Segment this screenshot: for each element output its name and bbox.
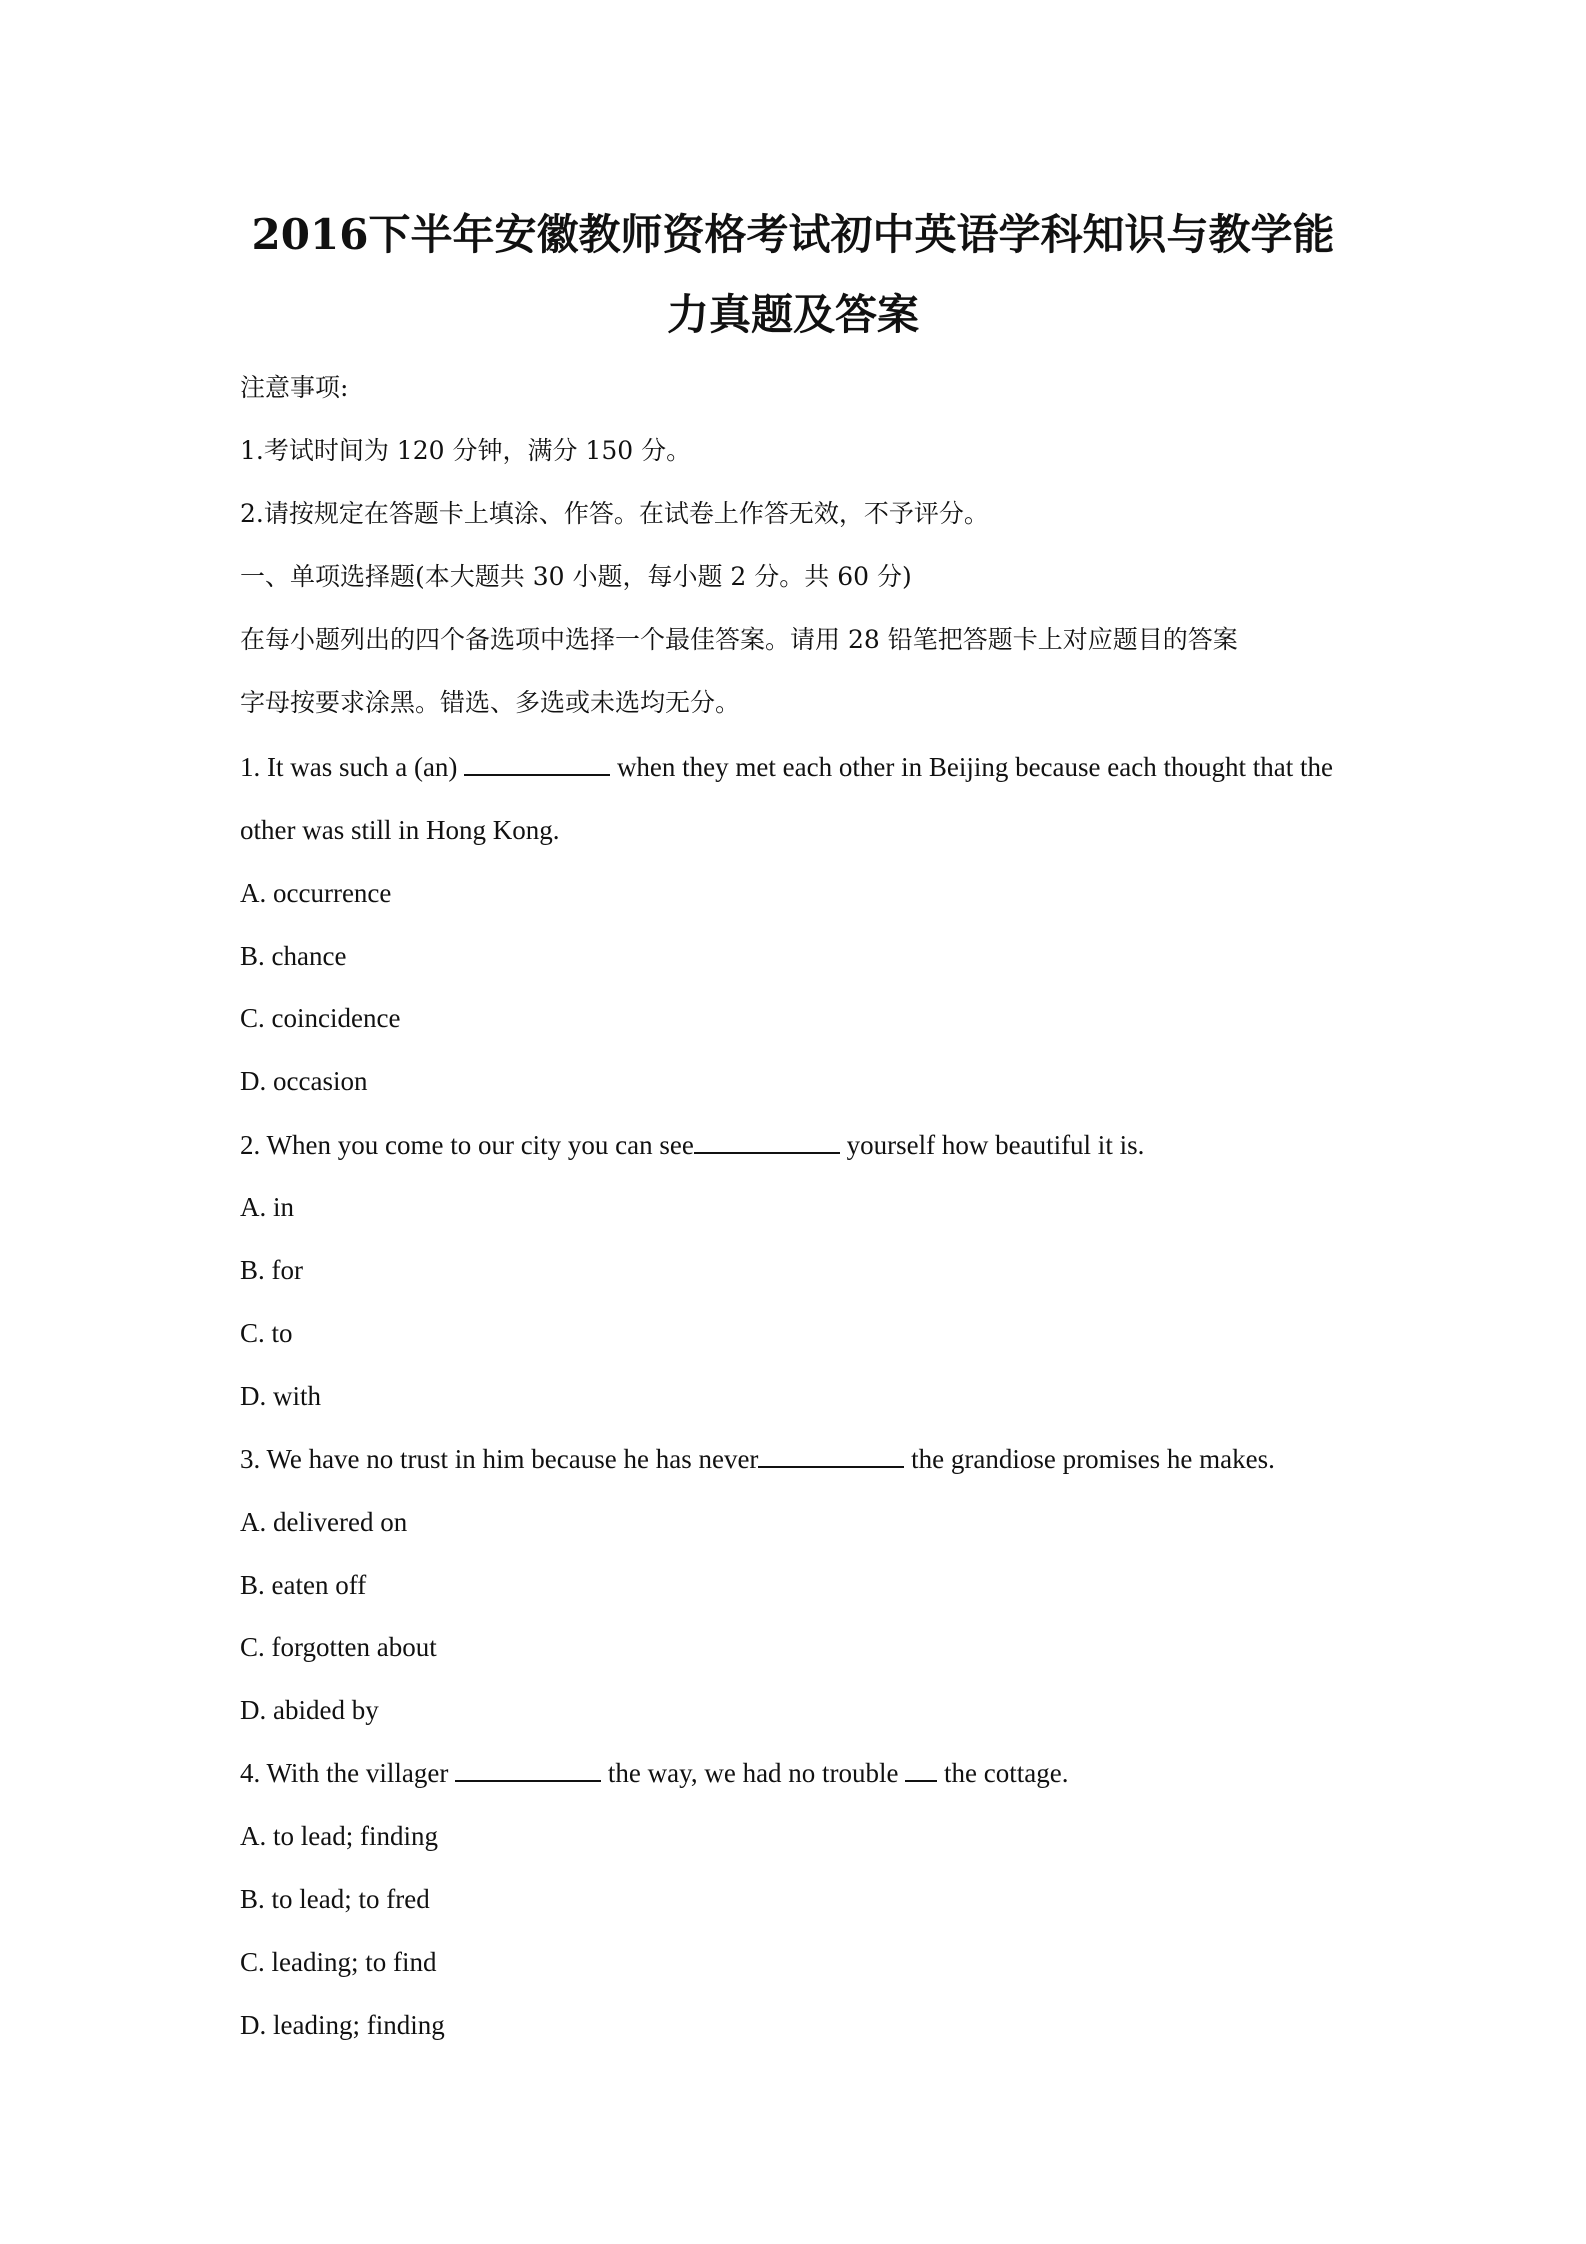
notice-item-1: 1.考试时间为 120 分钟，满分 150 分。: [240, 436, 692, 465]
question-1-option-a: A. occurrence: [240, 878, 392, 908]
section-1-instruction-line-2: 字母按要求涂黑。错选、多选或未选均无分。: [240, 688, 741, 717]
question-4-option-b: B. to lead; to fred: [240, 1884, 430, 1914]
document-title-line-2: 力真题及答案: [666, 290, 919, 339]
question-2-stem-before: 2. When you come to our city you can see: [240, 1130, 694, 1160]
notice-item-2: 2.请按规定在答题卡上填涂、作答。在试卷上作答无效，不予评分。: [240, 499, 989, 528]
question-2-stem: [240, 1130, 1360, 1160]
question-4-stem-after: the cottage.: [937, 1758, 1069, 1788]
question-3-stem-after: the grandiose promises he makes.: [904, 1444, 1275, 1474]
question-2-blank: [694, 1134, 840, 1154]
question-2-option-d: D. with: [240, 1381, 321, 1411]
question-4-stem-middle: the way, we had no trouble: [601, 1758, 906, 1788]
question-3-stem-before: 3. We have no trust in him because he has never: [240, 1444, 759, 1474]
section-1-instruction-line-1: 在每小题列出的四个备选项中选择一个最佳答案。请用 28 铅笔把答题卡上对应题目的答案: [240, 625, 1238, 654]
section-1-heading: 一、单项选择题(本大题共 30 小题，每小题 2 分。共 60 分): [240, 562, 912, 591]
question-4-option-c: C. leading; to find: [240, 1947, 437, 1977]
question-2-option-b: B. for: [240, 1255, 303, 1285]
question-3-stem: [240, 1444, 1360, 1474]
question-3-option-a: A. delivered on: [240, 1507, 408, 1537]
question-4-stem: [240, 1758, 1360, 1788]
question-1-stem-after: when they met each other in Beijing because each thought that the: [610, 752, 1333, 782]
question-2-stem-after: yourself how beautiful it is.: [839, 1130, 1145, 1160]
question-4-option-a: A. to lead; finding: [240, 1821, 438, 1851]
question-1-option-d: D. occasion: [240, 1066, 368, 1096]
question-2-option-c: C. to: [240, 1318, 293, 1348]
question-4-stem-before: 4. With the villager: [240, 1758, 456, 1788]
question-1-option-b: B. chance: [240, 941, 347, 971]
question-1-blank: [464, 756, 610, 776]
notice-heading: 注意事项:: [240, 373, 349, 402]
question-3-blank: [758, 1448, 904, 1468]
question-1-stem: [240, 752, 1360, 782]
question-4-option-d: D. leading; finding: [240, 2010, 445, 2040]
question-4-blank-2: [905, 1762, 937, 1782]
question-3-option-c: C. forgotten about: [240, 1632, 437, 1662]
question-3-option-d: D. abided by: [240, 1695, 379, 1725]
document-title-line-1: 2016下半年安徽教师资格考试初中英语学科知识与教学能: [251, 210, 1335, 259]
question-1-stem-continued: other was still in Hong Kong.: [240, 815, 560, 845]
question-1-stem-before: 1. It was such a (an): [240, 752, 465, 782]
question-3-option-b: B. eaten off: [240, 1570, 367, 1600]
question-1-option-c: C. coincidence: [240, 1003, 401, 1033]
question-4-blank-1: [455, 1762, 601, 1782]
question-2-option-a: A. in: [240, 1192, 294, 1222]
